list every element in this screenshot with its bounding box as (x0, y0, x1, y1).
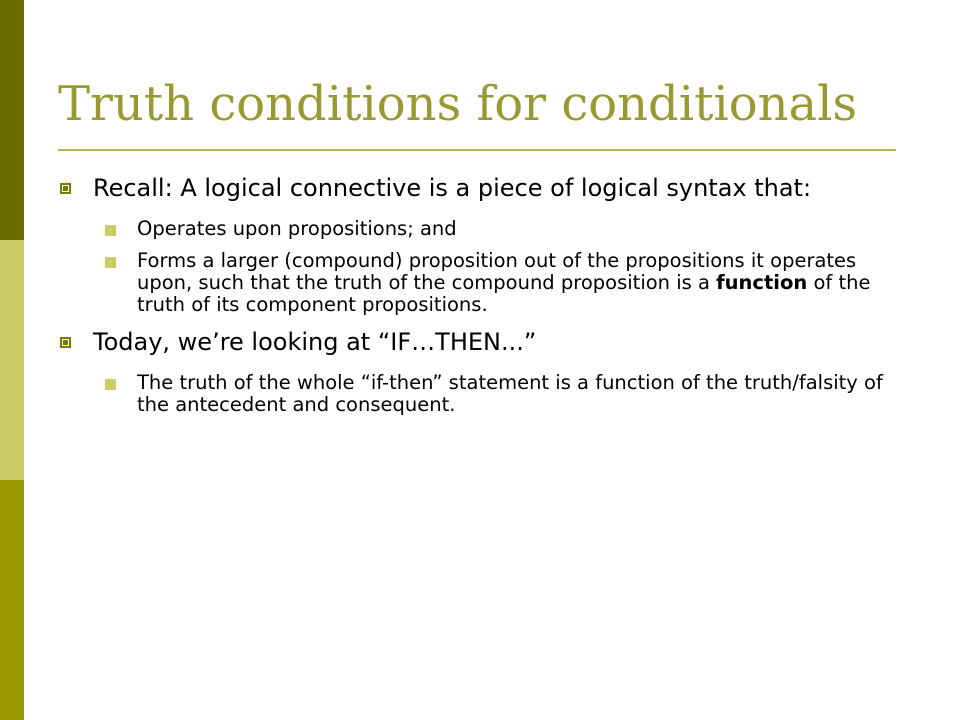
sub-bullet-forms-text-before: Forms a larger (compound) proposition out of the propositions it operates upon, such that the truth of the compound proposition is a (137, 249, 857, 294)
bullet-today-text: Today, we’re looking at “IF…THEN...” (93, 328, 537, 356)
bullet-item-recall (60, 172, 890, 316)
sub-bullet-operates (105, 218, 890, 240)
bullet-today (60, 326, 890, 358)
square-bullet-icon (105, 225, 116, 236)
bullet-recall (60, 172, 890, 204)
bullet-recall-text: Recall: A logical connective is a piece of logical syntax that: (93, 174, 812, 202)
bullet-item-today (60, 326, 890, 416)
square-bullet-icon (60, 337, 71, 348)
sub-bullet-list (60, 372, 890, 416)
sub-bullet-truth-text: The truth of the whole “if-then” statement is a function of the truth/falsity of the antecedent and consequent. (137, 371, 883, 416)
function-keyword: function (716, 271, 808, 294)
slide-content (60, 172, 890, 426)
side-stripe-top (0, 0, 24, 240)
sub-bullet-list (60, 218, 890, 316)
sub-bullet-truth (105, 372, 890, 416)
sub-bullet-forms (105, 250, 890, 316)
side-stripe-middle (0, 240, 24, 480)
square-bullet-icon (105, 379, 116, 390)
sub-bullet-operates-text: Operates upon propositions; and (137, 217, 457, 240)
sub-bullet-forms-text-after: of the truth of its component propositions. (137, 271, 871, 316)
title-divider (58, 149, 896, 151)
side-stripe-bottom (0, 480, 24, 720)
square-bullet-icon (105, 257, 116, 268)
square-bullet-icon (60, 183, 71, 194)
slide-title: Truth conditions for conditionals (58, 76, 858, 132)
